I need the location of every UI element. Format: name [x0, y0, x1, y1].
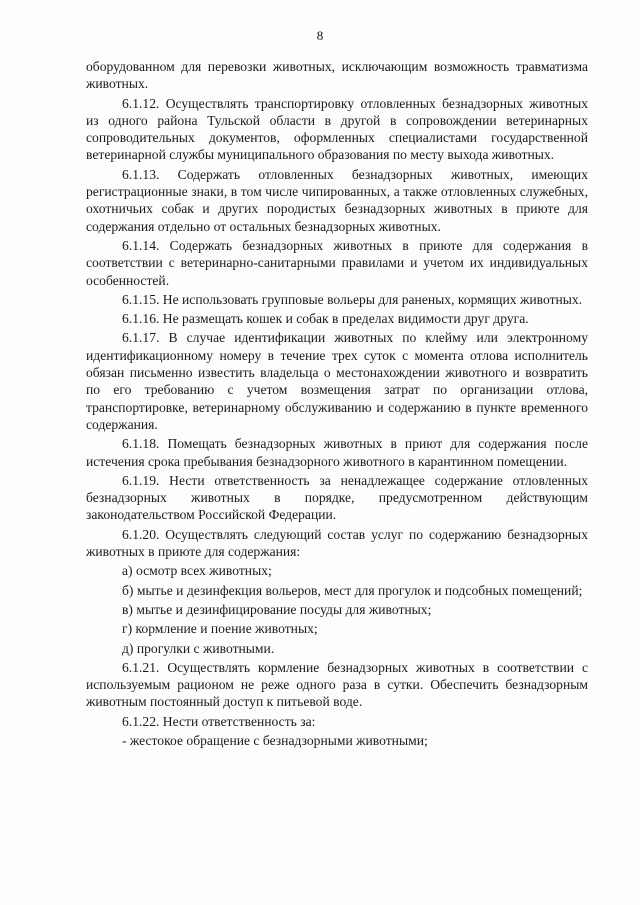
paragraph: г) кормление и поение животных; [122, 621, 318, 637]
paragraph: 6.1.18. Помещать безнадзорных животных в приют для содержания после истечения срока пребывания безнадзорного животного в карантинном помещении. [86, 436, 588, 469]
paragraph: 6.1.15. Не использовать групповые вольеры для раненых, кормящих животных. [122, 291, 583, 307]
paragraph: 6.1.19. Нести ответственность за ненадлежащее содержание отловленных безнадзорных животных в порядке, предусмотренном действующим законодательством Российской Федерации. [86, 472, 588, 523]
paragraph: а) осмотр всех животных; [122, 563, 272, 579]
paragraph: 6.1.22. Нести ответственность за: [122, 713, 316, 729]
paragraph: б) мытье и дезинфекция вольеров, мест для прогулок и подсобных помещений; [122, 582, 583, 598]
paragraph: 6.1.14. Содержать безнадзорных животных в приюте для содержания в соответствии с ветеринарно-санитарными правилами и учетом их индивидуальных особенностей. [86, 237, 588, 288]
paragraph: - жестокое обращение с безнадзорными животными; [122, 732, 428, 748]
paragraph: 6.1.13. Содержать отловленных безнадзорных животных, имеющих регистрационные знаки, в том числе чипированных, а также отловленных служебных, охотничьих собак и других породистых безнадзорных животных в приюте для содержания отдельно от остальных безнадзорных животных. [86, 166, 588, 234]
paragraph: д) прогулки с животными. [122, 640, 275, 656]
paragraph: в) мытье и дезинфицирование посуды для животных; [122, 601, 432, 617]
document-body [86, 58, 588, 749]
paragraph: 6.1.20. Осуществлять следующий состав услуг по содержанию безнадзорных животных в приюте для содержания: [86, 526, 588, 560]
paragraph: 6.1.17. В случае идентификации животных по клейму или электронному идентификационному номеру в течение трех суток с момента отлова исполнитель обязан письменно известить владельца о местонахождении животного и возвратить по его требованию с учетом возмещения затрат по организации отлова, транспортировке, ветеринарному обслуживанию и содержанию в пункте временного содержания. [86, 330, 588, 432]
page-number: 8 [316, 28, 324, 43]
paragraph: оборудованном для перевозки животных, исключающим возможность травматизма животных. [86, 59, 588, 92]
paragraph: 6.1.21. Осуществлять кормление безнадзорных животных в соответствии с используемым рационом не реже одного раза в сутки. Обеспечить безнадзорным животным постоянный доступ к питьевой воде. [86, 659, 588, 710]
paragraph: 6.1.16. Не размещать кошек и собак в пределах видимости друг друга. [122, 311, 529, 327]
paragraph: 6.1.12. Осуществлять транспортировку отловленных безнадзорных животных из одного района Тульской области в другой в сопровождении ветеринарных сопроводительных документов, оформленных специалистами государственной ветеринарной службы муниципального образования по месту выхода животных. [86, 95, 588, 163]
